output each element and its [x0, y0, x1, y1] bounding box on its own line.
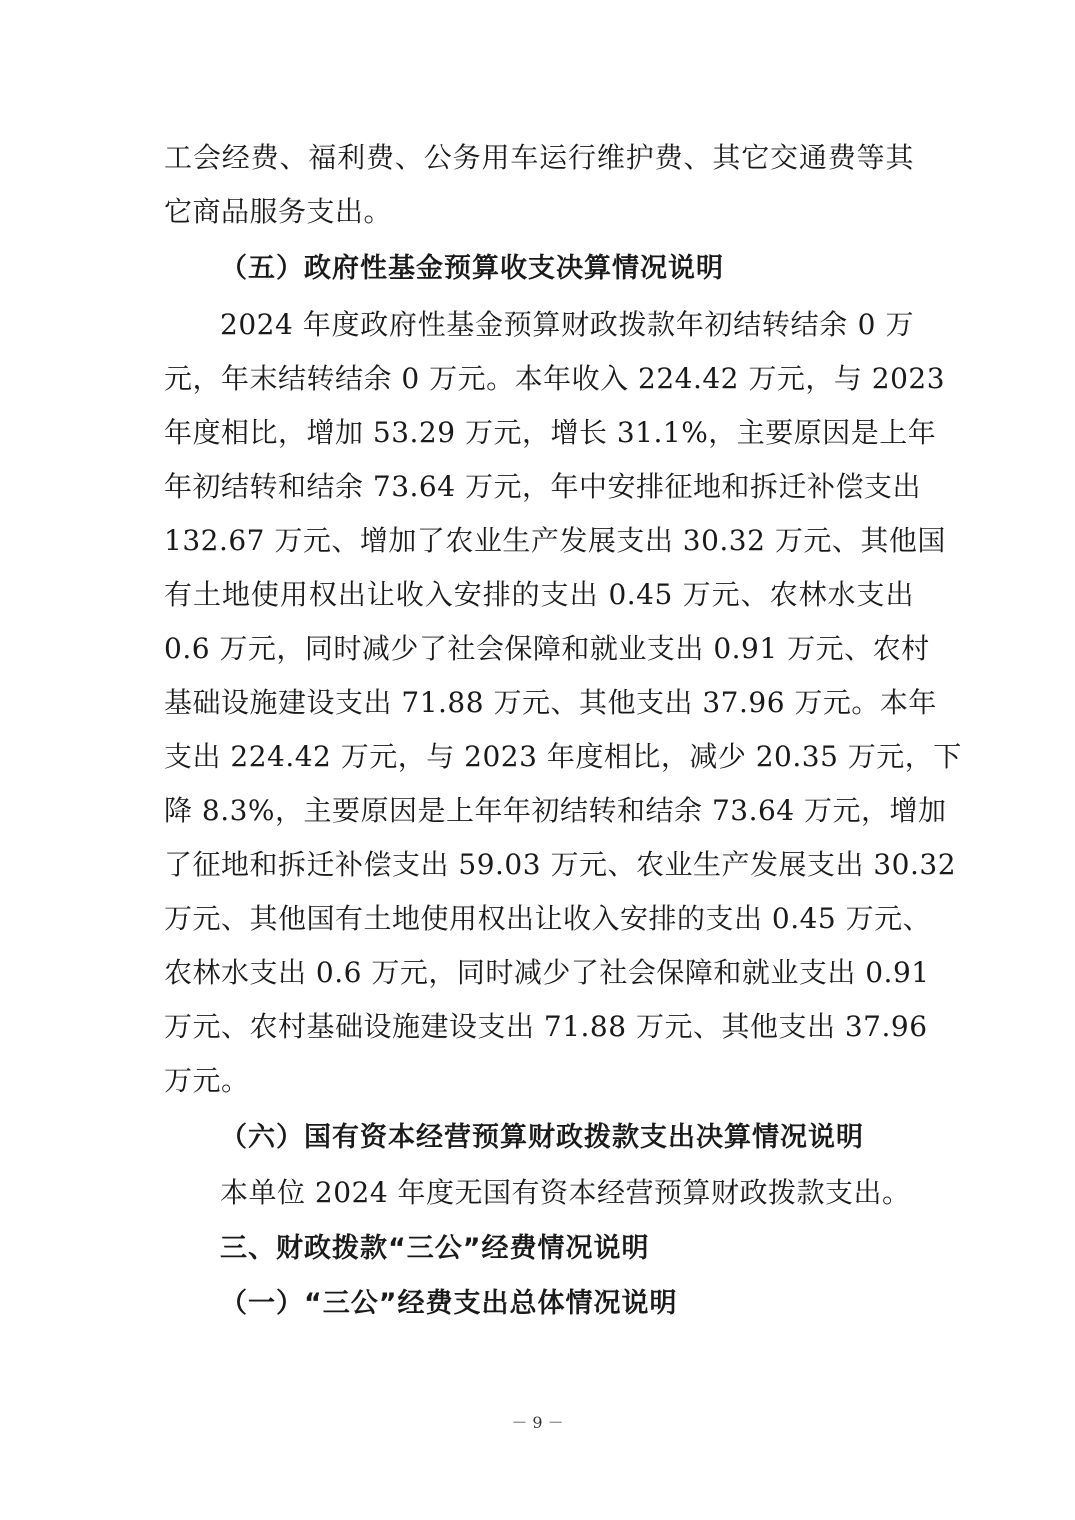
paragraph-line: 132.67 万元、增加了农业生产发展支出 30.32 万元、其他国 — [164, 524, 946, 557]
section-heading-6: （六）国有资本经营预算财政拨款支出决算情况说明 — [220, 1122, 864, 1153]
paragraph-line: 降 8.3%，主要原因是上年年初结转和结余 73.64 万元，增加 — [164, 794, 947, 827]
paragraph-line: 元，年末结转结余 0 万元。本年收入 224.42 万元，与 2023 — [164, 362, 946, 395]
page-number: － 9 － — [511, 1413, 564, 1432]
paragraph-line: 它商品服务支出。 — [164, 195, 393, 228]
paragraph-line: 支出 224.42 万元，与 2023 年度相比，减少 20.35 万元，下 — [164, 740, 962, 773]
paragraph-line: 农林水支出 0.6 万元，同时减少了社会保障和就业支出 0.91 — [164, 956, 930, 989]
paragraph-line: 工会经费、福利费、公务用车运行维护费、其它交通费等其 — [164, 141, 914, 174]
section-heading-3-1: （一）“三公”经费支出总体情况说明 — [220, 1288, 678, 1319]
paragraph-line: 本单位 2024 年度无国有资本经营预算财政拨款支出。 — [220, 1176, 911, 1209]
paragraph-line: 年初结转和结余 73.64 万元，年中安排征地和拆迁补偿支出 — [164, 470, 921, 503]
section-heading-5: （五）政府性基金预算收支决算情况说明 — [220, 253, 724, 284]
paragraph-line: 0.6 万元，同时减少了社会保障和就业支出 0.91 万元、农村 — [164, 632, 930, 665]
paragraph-line: 万元、农村基础设施建设支出 71.88 万元、其他支出 37.96 — [164, 1010, 928, 1043]
paragraph-line: 基础设施建设支出 71.88 万元、其他支出 37.96 万元。本年 — [164, 686, 937, 719]
paragraph-line: 有土地使用权出让收入安排的支出 0.45 万元、农林水支出 — [164, 578, 914, 611]
paragraph-line: 了征地和拆迁补偿支出 59.03 万元、农业生产发展支出 30.32 — [164, 848, 957, 881]
paragraph-line: 2024 年度政府性基金预算财政拨款年初结转结余 0 万 — [220, 308, 914, 341]
chapter-heading-3: 三、财政拨款“三公”经费情况说明 — [220, 1233, 650, 1264]
paragraph-line: 年度相比，增加 53.29 万元，增长 31.1%，主要原因是上年 — [164, 416, 937, 449]
paragraph-line: 万元。 — [164, 1064, 250, 1097]
paragraph-line: 万元、其他国有土地使用权出让收入安排的支出 0.45 万元、 — [164, 902, 932, 935]
